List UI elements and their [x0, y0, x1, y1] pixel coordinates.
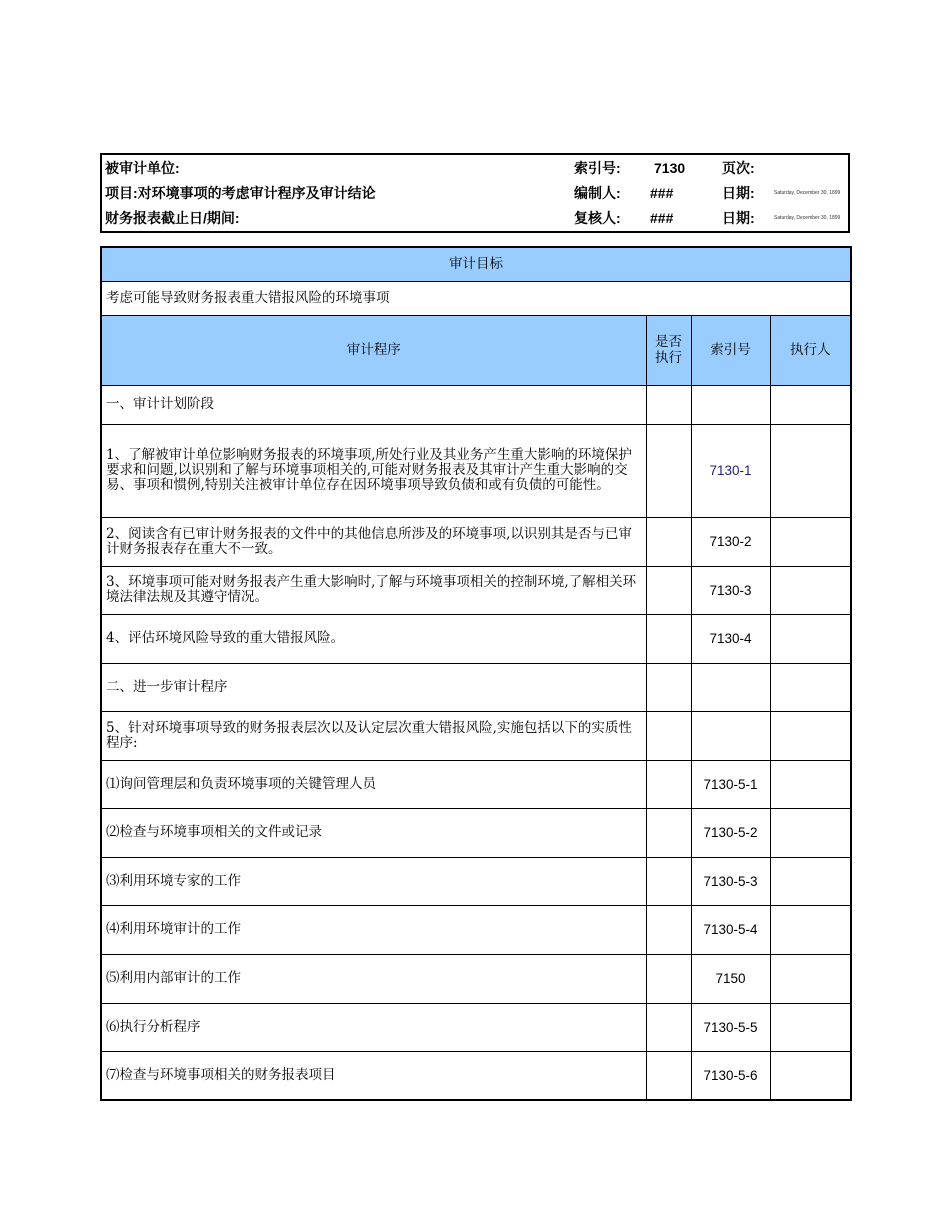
procedure-text: ⑶利用环境专家的工作: [101, 857, 646, 905]
executed-cell[interactable]: [646, 808, 691, 857]
procedure-row: [101, 954, 851, 1003]
column-header-reference: 索引号: [691, 315, 770, 385]
reference-cell: 7130-3: [691, 566, 770, 614]
procedure-text: ⑺检查与环境事项相关的财务报表项目: [101, 1051, 646, 1100]
header-row-3: [102, 206, 848, 231]
executed-cell[interactable]: [646, 517, 691, 566]
objective-title-row: [101, 247, 851, 281]
date-label-2: 日期:: [722, 210, 755, 226]
executed-cell[interactable]: [646, 954, 691, 1003]
reviewer-value: ###: [650, 210, 674, 226]
reference-cell: 7130-5-4: [691, 905, 770, 954]
executed-cell[interactable]: [646, 760, 691, 808]
executed-cell[interactable]: [646, 614, 691, 663]
header-row-2: [102, 181, 848, 206]
executed-cell[interactable]: [646, 566, 691, 614]
procedure-row: [101, 385, 851, 424]
procedure-row: [101, 857, 851, 905]
executor-cell[interactable]: [770, 711, 851, 760]
procedure-text: ⑴询问管理层和负责环境事项的关键管理人员: [101, 760, 646, 808]
reference-cell: 7130-5-6: [691, 1051, 770, 1100]
executed-cell[interactable]: [646, 905, 691, 954]
executor-cell[interactable]: [770, 566, 851, 614]
date-label-1: 日期:: [722, 185, 755, 201]
column-header-procedure: 审计程序: [101, 315, 646, 385]
reference-cell: [691, 385, 770, 424]
procedure-row: [101, 808, 851, 857]
page-label: 页次:: [722, 160, 755, 176]
project-label: 项目:对环境事项的考虑审计程序及审计结论: [105, 185, 376, 201]
audit-procedure-table: [100, 246, 852, 1101]
executed-cell[interactable]: [646, 1003, 691, 1051]
executor-cell[interactable]: [770, 424, 851, 517]
executed-cell[interactable]: [646, 857, 691, 905]
executor-cell[interactable]: [770, 954, 851, 1003]
procedure-row: [101, 760, 851, 808]
reviewer-label: 复核人:: [574, 210, 621, 226]
objective-text: 考虑可能导致财务报表重大错报风险的环境事项: [101, 281, 851, 315]
procedure-row: [101, 517, 851, 566]
preparer-value: ###: [650, 185, 674, 201]
procedure-text: 2、阅读含有已审计财务报表的文件中的其他信息所涉及的环境事项,以识别其是否与已审计财务报表存在重大不一致。: [101, 517, 646, 566]
executor-cell[interactable]: [770, 1051, 851, 1100]
column-header-row: [101, 315, 851, 385]
procedure-text: 3、环境事项可能对财务报表产生重大影响时,了解与环境事项相关的控制环境,了解相关环境法律法规及其遵守情况。: [101, 566, 646, 614]
reference-cell: [691, 663, 770, 711]
executed-cell[interactable]: [646, 1051, 691, 1100]
executor-cell[interactable]: [770, 857, 851, 905]
procedure-text: 1、了解被审计单位影响财务报表的环境事项,所处行业及其业务产生重大影响的环境保护要求和问题,以识别和了解与环境事项相关的,可能对财务报表及其审计产生重大影响的交易、事项和惯例,特别关注被审计单位存在因环境事项导致负债和或有负债的可能性。: [101, 424, 646, 517]
executor-cell[interactable]: [770, 808, 851, 857]
procedure-row: [101, 905, 851, 954]
executor-cell[interactable]: [770, 517, 851, 566]
period-label: 财务报表截止日/期间:: [105, 210, 240, 226]
reference-cell: 7130-5-1: [691, 760, 770, 808]
executed-cell[interactable]: [646, 385, 691, 424]
executor-cell[interactable]: [770, 1003, 851, 1051]
auditee-label: 被审计单位:: [105, 160, 180, 176]
column-header-executor: 执行人: [770, 315, 851, 385]
index-label: 索引号:: [574, 160, 621, 176]
procedure-row: [101, 711, 851, 760]
procedure-text: 一、审计计划阶段: [101, 385, 646, 424]
executor-cell[interactable]: [770, 614, 851, 663]
date-value-1: Saturday, December 30, 1899: [774, 190, 841, 196]
procedure-text: ⑸利用内部审计的工作: [101, 954, 646, 1003]
reference-cell: 7130-5-2: [691, 808, 770, 857]
objective-title: 审计目标: [101, 247, 851, 281]
procedure-text: ⑷利用环境审计的工作: [101, 905, 646, 954]
index-value: 7130: [654, 160, 686, 176]
procedure-row: [101, 1051, 851, 1100]
column-header-executed: 是否执行: [646, 315, 691, 385]
reference-cell[interactable]: 7130-1: [691, 424, 770, 517]
executor-cell[interactable]: [770, 663, 851, 711]
procedure-text: 4、评估环境风险导致的重大错报风险。: [101, 614, 646, 663]
procedure-text: ⑵检查与环境事项相关的文件或记录: [101, 808, 646, 857]
preparer-label: 编制人:: [574, 185, 621, 201]
executed-cell[interactable]: [646, 711, 691, 760]
reference-cell: [691, 711, 770, 760]
procedure-row: [101, 663, 851, 711]
executor-cell[interactable]: [770, 905, 851, 954]
procedure-row: [101, 614, 851, 663]
reference-cell: 7130-4: [691, 614, 770, 663]
procedure-row: [101, 424, 851, 517]
procedure-row: [101, 566, 851, 614]
procedure-text: ⑹执行分析程序: [101, 1003, 646, 1051]
procedure-text: 5、针对环境事项导致的财务报表层次以及认定层次重大错报风险,实施包括以下的实质性程序:: [101, 711, 646, 760]
reference-cell: 7130-5-5: [691, 1003, 770, 1051]
executor-cell[interactable]: [770, 385, 851, 424]
executed-cell[interactable]: [646, 424, 691, 517]
reference-cell: 7130-5-3: [691, 857, 770, 905]
objective-text-row: [101, 281, 851, 315]
executor-cell[interactable]: [770, 760, 851, 808]
reference-cell: 7150: [691, 954, 770, 1003]
procedure-row: [101, 1003, 851, 1051]
date-value-2: Saturday, December 30, 1899: [774, 215, 841, 221]
document-header: [100, 153, 850, 233]
header-row-1: [102, 156, 848, 181]
executed-cell[interactable]: [646, 663, 691, 711]
procedure-text: 二、进一步审计程序: [101, 663, 646, 711]
reference-cell: 7130-2: [691, 517, 770, 566]
